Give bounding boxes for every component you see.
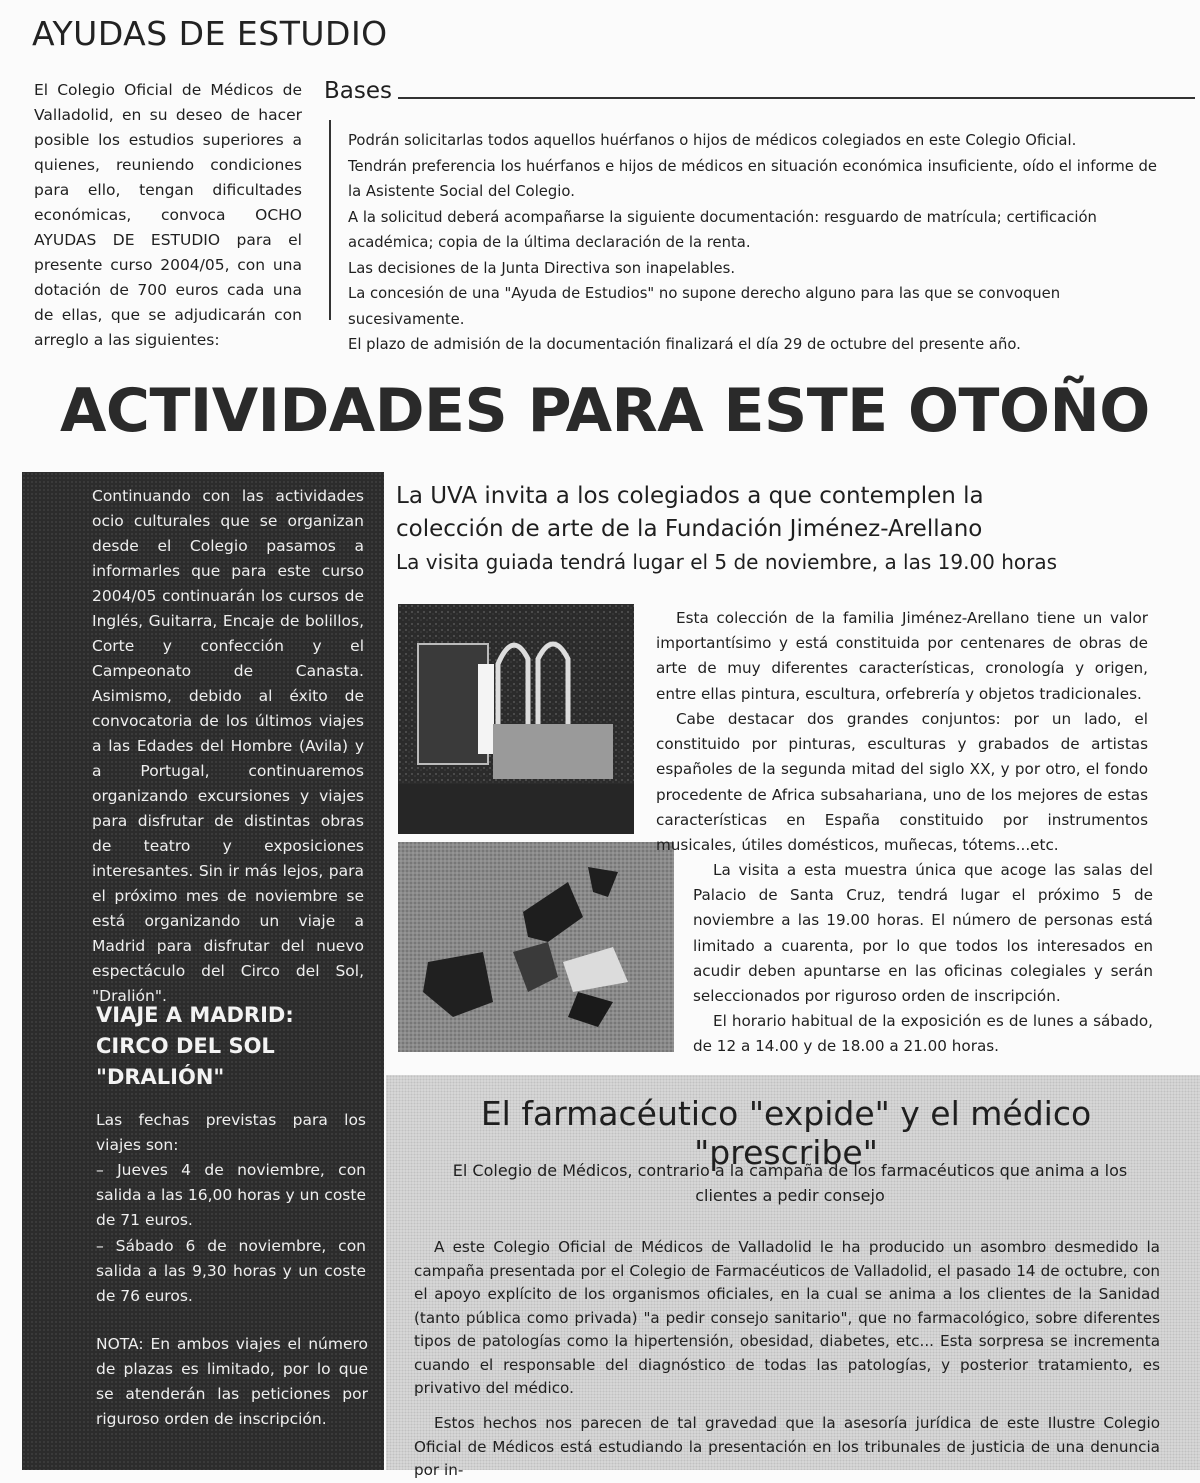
uva-subheadline: La visita guiada tendrá lugar el 5 de noviembre, a las 19.00 horas <box>396 550 1058 574</box>
ayudas-intro-text: El Colegio Oficial de Médicos de Valladolid, en su deseo de hacer posible los estudios superiores a quienes, reuniendo condiciones para ello, tengan dificultades económicas, convoca OCHO AYUDAS DE ESTUDIO para el presente curso 2004/05, con una dotación de 700 euros cada una de ellas, que se adjudicarán con arreglo a las siguientes: <box>34 81 302 349</box>
farmaceutico-subheadline: El Colegio de Médicos, contrario a la campaña de los farmacéuticos que anima a los clientes a pedir consejo <box>452 1161 1128 1205</box>
uva-paragraph: Cabe destacar dos grandes conjuntos: por un lado, el constituido por pinturas, esculturas y grabados de artistas españoles de la segunda mitad del siglo XX, y por otro, el fondo procedente de Africa subsahariana, uno de los mejores de estas características en España constituido por instrumentos musicales, útiles domésticos, muñecas, tótems...etc. <box>656 710 1148 855</box>
bases-item: Podrán solicitarlas todos aquellos huérfanos o hijos de médicos colegiados en este Colegio Oficial. <box>348 132 1077 149</box>
bases-divider <box>398 97 1195 99</box>
artwork-photo-fragments <box>398 842 674 1052</box>
ayudas-title: AYUDAS DE ESTUDIO <box>32 14 388 53</box>
actividades-title: ACTIVIDADES PARA ESTE OTOÑO <box>60 376 1150 446</box>
nota-text: NOTA: En ambos viajes el número de plazas es limitado, por lo que se atenderán las peticiones por riguroso orden de inscripción. <box>96 1335 368 1428</box>
bases-list <box>348 128 1168 358</box>
bases-heading: Bases <box>324 78 392 104</box>
fechas-intro-text: Las fechas previstas para los viajes son: <box>96 1111 366 1154</box>
artwork-photo-painting <box>398 604 634 834</box>
bases-item: Las decisiones de la Junta Directiva son inapelables. <box>348 259 736 277</box>
bases-item: A la solicitud deberá acompañarse la siguiente documentación: resguardo de matrícula; certificación académica; copia de la última declaración de la renta. <box>348 208 1097 251</box>
uva-paragraph: El horario habitual de la exposición es de lunes a sábado, de 12 a 14.00 y de 18.00 a 21.00 horas. <box>693 1012 1153 1056</box>
farmaceutico-headline: El farmacéutico "expide" y el médico "prescribe" <box>480 1094 1092 1172</box>
bases-vertical-rule <box>329 120 331 320</box>
uva-headline: La UVA invita a los colegiados a que contemplen la colección de arte de la Fundación Jiménez-Arellano <box>396 483 984 542</box>
bases-item: El plazo de admisión de la documentación finalizará el día 29 de octubre del presente año. <box>348 336 1021 353</box>
actividades-intro-text: Continuando con las actividades ocio culturales que se organizan desde el Colegio pasamos a informarles que para este curso 2004/05 continuarán los cursos de Inglés, Guitarra, Encaje de bolillos, Corte y confección y el Campeonato de Canasta. Asimismo, debido al éxito de convocatoria de los últimos viajes a las Edades del Hombre (Avila) y a Portugal, continuaremos organizando excursiones y viajes para disfrutar de distintas obras de teatro y exposiciones interesantes. Sin ir más lejos, para el próximo mes de noviembre se está organizando un viaje a Madrid para disfrutar del nuevo espectáculo del Circo del Sol, "Dralión". <box>92 487 364 1005</box>
trip-item: – Sábado 6 de noviembre, con salida a las 9,30 horas y un coste de 76 euros. <box>96 1237 366 1305</box>
uva-paragraph: Esta colección de la familia Jiménez-Arellano tiene un valor importantísimo y está constituida por centenares de obras de arte de muy diferentes características, cronología y origen, entre ellas pintura, escultura, orfebrería y objetos tradicionales. <box>656 609 1148 703</box>
trip-item: – Jueves 4 de noviembre, con salida a las 16,00 horas y un coste de 71 euros. <box>96 1161 366 1229</box>
bases-item: La concesión de una "Ayuda de Estudios" no supone derecho alguno para las que se convoquen sucesivamente. <box>348 285 1061 328</box>
viaje-madrid-heading: VIAJE A MADRID: CIRCO DEL SOL "DRALIÓN" <box>96 1003 294 1089</box>
farmaceutico-paragraph: A este Colegio Oficial de Médicos de Valladolid le ha producido un asombro desmedido la campaña presentada por el Colegio de Farmacéuticos de Valladolid, el pasado 14 de octubre, con el apoyo explícito de los organismos oficiales, en la cual se anima a los clientes de la Sanidad (tanto pública como privada) "a pedir consejo sanitario", que no farmacológico, sobre diferentes tipos de patologías como la hipertensión, obesidad, diabetes, etc... Esta sorpresa se incrementa cuando el responsable del diagnóstico de todas las patologías, y posterior tratamiento, es privativo del médico. <box>414 1238 1160 1397</box>
uva-paragraph: La visita a esta muestra única que acoge las salas del Palacio de Santa Cruz, tendrá lugar el próximo 5 de noviembre a las 19.00 horas. El número de personas está limitado a cuarenta, por lo que todos los interesados en acudir deben apuntarse en las oficinas colegiales y serán seleccionados por riguroso orden de inscripción. <box>693 861 1153 1006</box>
bases-item: Tendrán preferencia los huérfanos e hijos de médicos en situación económica insuficiente, oído el informe de la Asistente Social del Colegio. <box>348 157 1158 200</box>
farmaceutico-paragraph: Estos hechos nos parecen de tal gravedad que la asesoría jurídica de este Ilustre Colegio Oficial de Médicos está estudiando la presentación en los tribunales de justicia de una denuncia por in- <box>414 1414 1160 1479</box>
